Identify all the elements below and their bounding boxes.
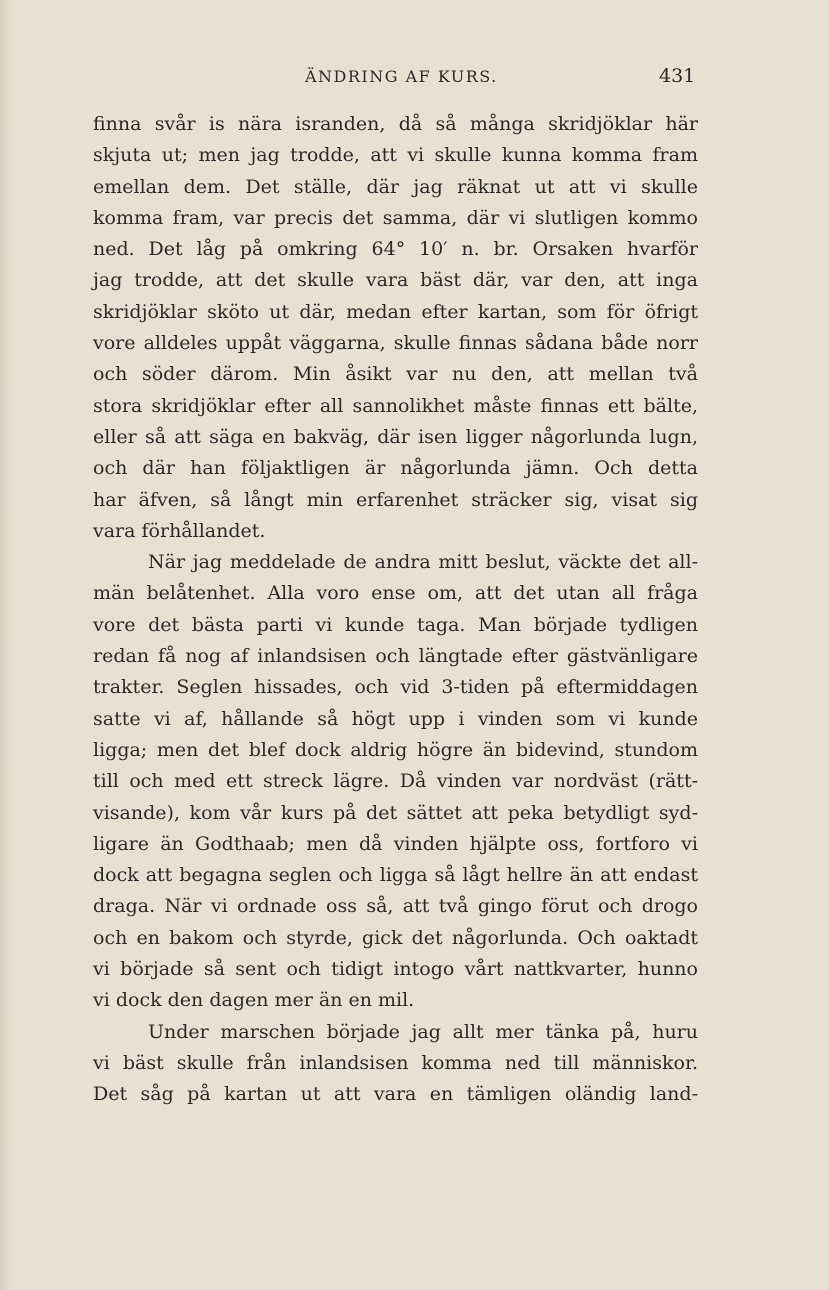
text-line: vara förhållandet.: [93, 519, 266, 542]
text-line: redan få nog af inlandsisen och längtade efter gästvänligare: [93, 645, 698, 668]
page-edge-shadow: [0, 0, 14, 1290]
text-line: dock att begagna seglen och ligga så lågt hellre än att endast: [93, 864, 698, 887]
text-line: skjuta ut; men jag trodde, att vi skulle kunna komma fram: [93, 144, 698, 167]
running-head: ÄNDRING AF KURS.: [305, 67, 498, 86]
text-line: stora skridjöklar efter all sannolikhet måste finnas ett bälte,: [93, 394, 698, 417]
text-line: emellan dem. Det ställe, där jag räknat ut att vi skulle: [93, 175, 698, 198]
text-line: Det såg på kartan ut att vara en tämligen oländig land-: [93, 1083, 698, 1106]
text-line: män belåtenhet. Alla voro ense om, att det utan all fråga: [93, 582, 698, 605]
text-line: satte vi af, hållande så högt upp i vinden som vi kunde: [93, 707, 698, 730]
paragraph-2: [93, 547, 698, 1016]
text-line: ned. Det låg på omkring 64° 10′ n. br. Orsaken hvarför: [93, 238, 698, 261]
page-header: [0, 63, 829, 93]
text-line: Under marschen började jag allt mer tänka på, huru: [148, 1020, 698, 1043]
paragraph-3: [93, 1017, 698, 1111]
text-line: och söder därom. Min åsikt var nu den, att mellan två: [93, 363, 698, 386]
text-line: och där han följaktligen är någorlunda jämn. Och detta: [93, 457, 698, 480]
text-line: vi dock den dagen mer än en mil.: [93, 989, 415, 1012]
text-line: till och med ett streck lägre. Då vinden var nordväst (rätt-: [93, 770, 698, 793]
text-line: finna svår is nära isranden, då så många skridjöklar här: [93, 113, 698, 135]
text-line: vore det bästa parti vi kunde taga. Man började tydligen: [93, 613, 698, 636]
text-line: och en bakom och styrde, gick det någorlunda. Och oaktadt: [93, 926, 698, 949]
text-line: jag trodde, att det skulle vara bäst där, var den, att inga: [93, 269, 698, 292]
text-line: komma fram, var precis det samma, där vi slutligen kommo: [93, 206, 698, 229]
text-line: ligga; men det blef dock aldrig högre än bidevind, stundom: [93, 738, 698, 761]
body-text: [93, 109, 698, 1111]
text-line: ligare än Godthaab; men då vinden hjälpte oss, fortforo vi: [93, 832, 698, 855]
text-line: När jag meddelade de andra mitt beslut, väckte det all-: [148, 551, 698, 574]
text-line: trakter. Seglen hissades, och vid 3-tiden på eftermiddagen: [93, 676, 698, 699]
paragraph-1: [93, 109, 698, 547]
text-line: draga. När vi ordnade oss så, att två gingo förut och drogo: [93, 895, 698, 918]
text-line: vi bäst skulle från inlandsisen komma ned till människor.: [93, 1051, 698, 1074]
text-line: vore alldeles uppåt väggarna, skulle finnas sådana både norr: [93, 332, 698, 355]
text-line: visande), kom vår kurs på det sättet att peka betydligt syd-: [93, 801, 698, 824]
page-number: 431: [659, 65, 696, 87]
text-line: skridjöklar sköto ut där, medan efter kartan, som för öfrigt: [93, 300, 698, 323]
text-line: har äfven, så långt min erfarenhet sträcker sig, visat sig: [93, 488, 698, 511]
text-line: eller så att säga en bakväg, där isen ligger någorlunda lugn,: [93, 425, 698, 448]
text-line: vi började så sent och tidigt intogo vårt nattkvarter, hunno: [93, 958, 698, 981]
